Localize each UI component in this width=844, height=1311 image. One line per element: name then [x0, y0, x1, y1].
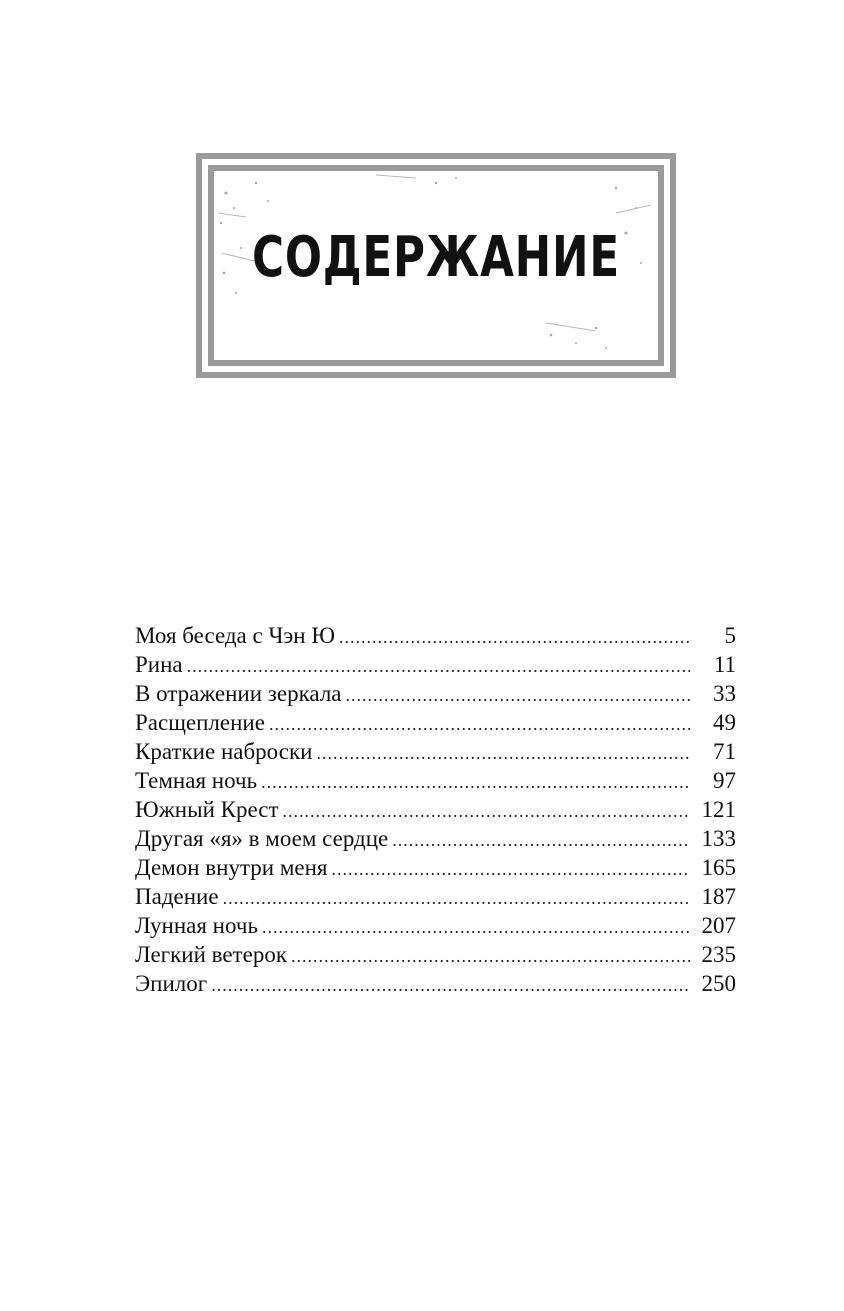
toc-entry-page: 5 [724, 623, 736, 648]
dot-leader [346, 681, 690, 710]
toc-entry[interactable] [135, 795, 736, 824]
toc-entry-title: Другая «я» в моем сердце [135, 826, 389, 851]
toc-entry[interactable] [135, 824, 736, 853]
toc-entry[interactable] [135, 882, 736, 911]
dot-leader [316, 739, 690, 768]
toc-entry-page: 165 [701, 855, 736, 880]
toc-entry-title: Краткие наброски [135, 739, 313, 764]
dot-leader [283, 797, 690, 826]
toc-entry-page: 97 [713, 768, 736, 793]
toc-entry[interactable] [135, 766, 736, 795]
dot-leader [332, 855, 690, 884]
toc-entry[interactable] [135, 650, 736, 679]
toc-entry[interactable] [135, 911, 736, 940]
toc-entry-page: 187 [701, 884, 736, 909]
toc-entry-title: Легкий ветерок [135, 942, 287, 967]
toc-entry-title: Темная ночь [135, 768, 258, 793]
toc-entry-title: Эпилог [135, 971, 208, 996]
toc-entry-title: Лунная ночь [135, 913, 258, 938]
toc-entry-title: Моя беседа с Чэн Ю [135, 623, 335, 648]
toc-entry-page: 71 [713, 739, 736, 764]
dot-leader [211, 971, 690, 1000]
toc-entry-title: Падение [135, 884, 219, 909]
toc-entry-title: Рина [135, 652, 183, 677]
toc-entry[interactable] [135, 737, 736, 766]
toc-entry-page: 207 [701, 913, 736, 938]
toc-entry-page: 133 [701, 826, 736, 851]
toc-entry[interactable] [135, 621, 736, 650]
dot-leader [223, 884, 690, 913]
toc-entry-page: 250 [701, 971, 736, 996]
dot-leader [291, 942, 690, 971]
dot-leader [339, 623, 690, 652]
dot-leader [261, 768, 690, 797]
toc-entry-title: Южный Крест [135, 797, 279, 822]
contents-heading-frame [196, 153, 676, 378]
toc-entry-page: 49 [713, 710, 736, 735]
toc-entry[interactable] [135, 940, 736, 969]
dot-leader [262, 913, 690, 942]
toc-entry[interactable] [135, 969, 736, 998]
dot-leader [269, 710, 690, 739]
toc-entry[interactable] [135, 708, 736, 737]
table-of-contents [135, 621, 736, 998]
toc-entry[interactable] [135, 853, 736, 882]
toc-entry-title: В отражении зеркала [135, 681, 342, 706]
toc-entry-page: 235 [701, 942, 736, 967]
toc-entry-page: 33 [713, 681, 736, 706]
toc-entry-page: 11 [713, 652, 736, 677]
dot-leader [187, 652, 690, 681]
toc-entry-page: 121 [701, 797, 736, 822]
toc-entry-title: Расщепление [135, 710, 265, 735]
dot-leader [392, 826, 690, 855]
toc-entry-title: Демон внутри меня [135, 855, 328, 880]
page-title: СОДЕРЖАНИЕ [252, 225, 620, 290]
toc-entry[interactable] [135, 679, 736, 708]
